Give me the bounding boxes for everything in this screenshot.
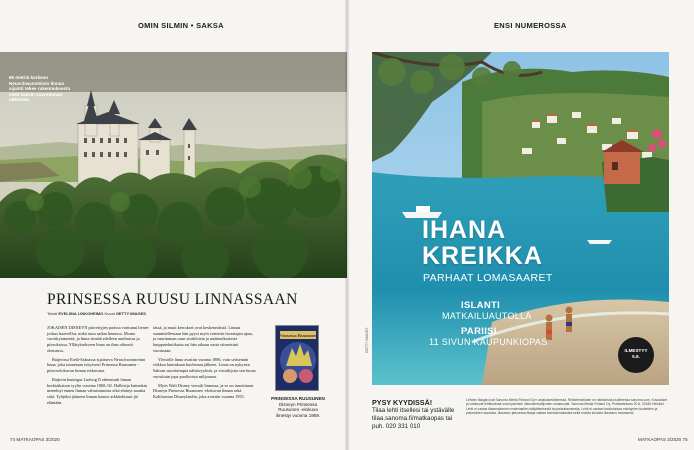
article-paragraph: Baijerissa Etelä-Saksassa sijaitseva Neuschwansteinin linna, joka tunnetaan erityisesti Prinsessa Ruusunen -piirroselokuvan linnan esikuvana. (47, 356, 146, 374)
book-caption (270, 396, 326, 419)
byline (47, 311, 146, 316)
byline-photo-label: Kuvat (104, 311, 115, 316)
article-column-1 (47, 325, 150, 409)
subscribe-text: Tilaa lehti itsellesi tai ystävälle tilaa.sanoma.fi/matkaopas tai puh. 020 331 010 (372, 407, 455, 431)
subscribe-heading: PYSY KYYDISSÄ! (372, 398, 433, 407)
teaser-1-subheading: MATKAILUAUTOLLA (442, 311, 532, 321)
book-caption-title: PRINSESSA RUUSUNEN (271, 396, 325, 401)
spine-gutter (345, 0, 349, 450)
badge-line-1: ILMESTYY (624, 348, 648, 353)
byline-photo-name: GETTY IMAGES (115, 311, 146, 316)
teaser-2-subheading: 11 SIVUN KAUPUNKIOPAS (429, 337, 548, 347)
badge-line-2: 5.8. (632, 354, 640, 359)
book-caption-text: Disneyn Prinsessa Ruusunen -elokuva ilmestyi vuonna 1959. (275, 401, 321, 419)
article-column-2 (153, 325, 256, 403)
teaser-1-heading: ISLANTI (461, 300, 501, 311)
cover-title-line-2: KREIKKA (422, 242, 543, 270)
article-paragraph: JOKAISEN DISNEYN piirrettyjen parissa varttunut lienee joskus haaveillut, mikä asuu sadun linnassa. Monta vuosikymmentä, ja linna siintää edelleen unelmissa ja piirroksissa. Yllätyksekseen linna on ihan oikeasti olemassa. (47, 325, 149, 353)
photo-caption: 65 metriä korkean Neuschwansteinin linnan sijainti tekee rakennuksesta vielä kaksin suuremman näköisen. (9, 75, 71, 103)
article-headline: PRINSESSA RUUSU LINNASSAAN (47, 291, 298, 308)
photo-credit: GETTY IMAGES (365, 327, 369, 353)
article-paragraph: tässä, ja muut kerrokset ovat keskeneräisiä. Linnaa suunnitellessaan hän pyysi myös teatterin lavastajan apua, ja suurimman osan sisätiloista ja uudenaikaisesta huipputekniikasta sai hän aikaan vasta viimeisinä vuosinaan. (153, 325, 253, 353)
book-cover-title: Prinsessa Ruusunen (278, 333, 318, 338)
section-label-right: ENSI NUMEROSSA (494, 21, 567, 30)
byline-text-name: EVELIINA LINKOHEIMO (58, 311, 104, 316)
cover-subtitle: PARHAAT LOMASAARET (423, 272, 553, 284)
teaser-2-heading: PARIISI (461, 326, 497, 337)
release-date-badge (618, 337, 654, 373)
article-paragraph: Yleisölle linna avattiin vuonna 1886, vain seitsemän viikkoa kuninkaan kuoleman jälkeen. Linna on nykyisin Saksan suosituimpia nähtävyyksiä, ja vierailijoita sen luona vuosittain jopa puolitoista miljoonaa. (153, 356, 256, 379)
byline-text-label: Teksti (47, 311, 58, 316)
folio-left: 74 MATKAOPAS 3/2020 (10, 437, 60, 442)
folio-right: MATKAOPAS 3/2020 75 (638, 437, 688, 442)
book-cover-image (275, 325, 319, 391)
cover-title-line-1: IHANA (422, 216, 507, 244)
section-label-left: OMIN SILMIN • SAKSA (138, 21, 224, 30)
publisher-fine-print: Lehden tilaajat ovat Sanoma Media Finland Oy:n asiakasrekisterissä. Rekisteriseloste on nähtävissä osoitteessa sanoma.com. Kuvaukset ja valokuvat lehtikuvissa ovat kyseisten oikeudenhaltijoiden omaisuutta. Sanoma Media Finland Oy, Porkkalankatu 20 A, 00180 Helsinki. Lehti ei vastaa tilaamattomien materiaalien säilyttämisestä tai palauttamisesta. Lehti ei vastaa ilmoituksissa esiintyvien tuotteiden ja palveluiden laadusta, tilauksen jatkuessa tilaaja vastaa toimitusmaksusta sekä muista kuluista tilauksen mukaisesti. (466, 398, 668, 415)
greece-cover-photo (372, 52, 669, 385)
article-paragraph: Baijerin kuningas Ludwig II rakennutti linnan keskiaikaisen tyylin vuosina 1868–92. Hallitsija kuitenkin menehtyi ennen linnan valmistumista eikä ehtinyt nauttia siitä. Tyhjäksi jääneen linnan kaunis arkkitehtuuri jäi elämään. (47, 377, 148, 405)
article-paragraph: Myös Walt Disney vieraili linnassa, ja se on innoittanut Disneyn Prinsessa Ruusunen -elokuvan linnan sekä Kalifornian Disneylandin, joka avattiin vuonna 1955. (153, 382, 254, 400)
